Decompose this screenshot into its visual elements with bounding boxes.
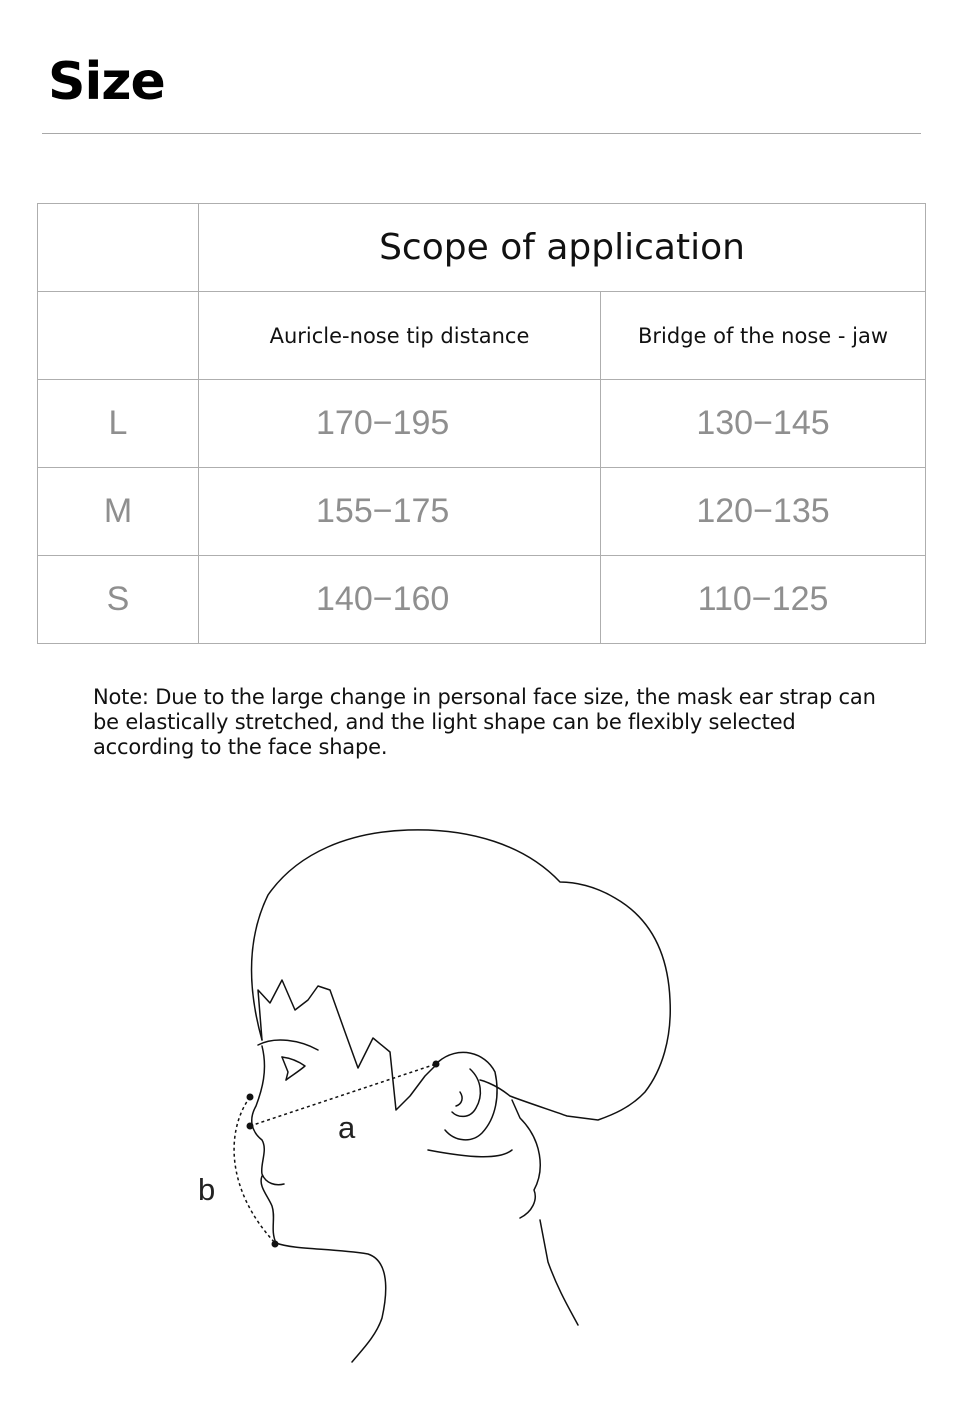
column-header-bridge-jaw: Bridge of the nose - jaw: [601, 292, 926, 380]
column-header-auricle-nose: Auricle-nose tip distance: [199, 292, 601, 380]
size-label: L: [38, 380, 199, 468]
column-header-row: [38, 292, 926, 380]
auricle-nose-value: 170−195: [199, 380, 601, 468]
page-title: Size: [48, 52, 165, 112]
point-ear: [433, 1061, 440, 1068]
size-label: S: [38, 556, 199, 644]
label-a: a: [338, 1110, 356, 1145]
table-row: [38, 380, 926, 468]
size-table: [37, 203, 926, 644]
auricle-nose-value: 155−175: [199, 468, 601, 556]
bridge-jaw-value: 120−135: [601, 468, 926, 556]
bridge-jaw-value: 110−125: [601, 556, 926, 644]
bridge-jaw-value: 130−145: [601, 380, 926, 468]
table-row: [38, 468, 926, 556]
label-b: b: [198, 1172, 216, 1207]
head-outline: [251, 830, 670, 1362]
scope-header: Scope of application: [199, 204, 926, 292]
point-nose-bridge: [247, 1094, 254, 1101]
corner-cell-2: [38, 292, 199, 380]
measurement-points: [247, 1061, 440, 1248]
corner-cell: [38, 204, 199, 292]
fit-note: Note: Due to the large change in personal face size, the mask ear strap can be elastically stretched, and the light shape can be flexibly selected according to the face shape.: [93, 685, 876, 759]
face-measurement-diagram: [0, 800, 960, 1400]
point-nose-tip: [247, 1123, 254, 1130]
table-header-row: [38, 204, 926, 292]
size-label: M: [38, 468, 199, 556]
title-divider: [42, 133, 921, 134]
table-row: [38, 556, 926, 644]
point-jaw: [272, 1241, 279, 1248]
auricle-nose-value: 140−160: [199, 556, 601, 644]
